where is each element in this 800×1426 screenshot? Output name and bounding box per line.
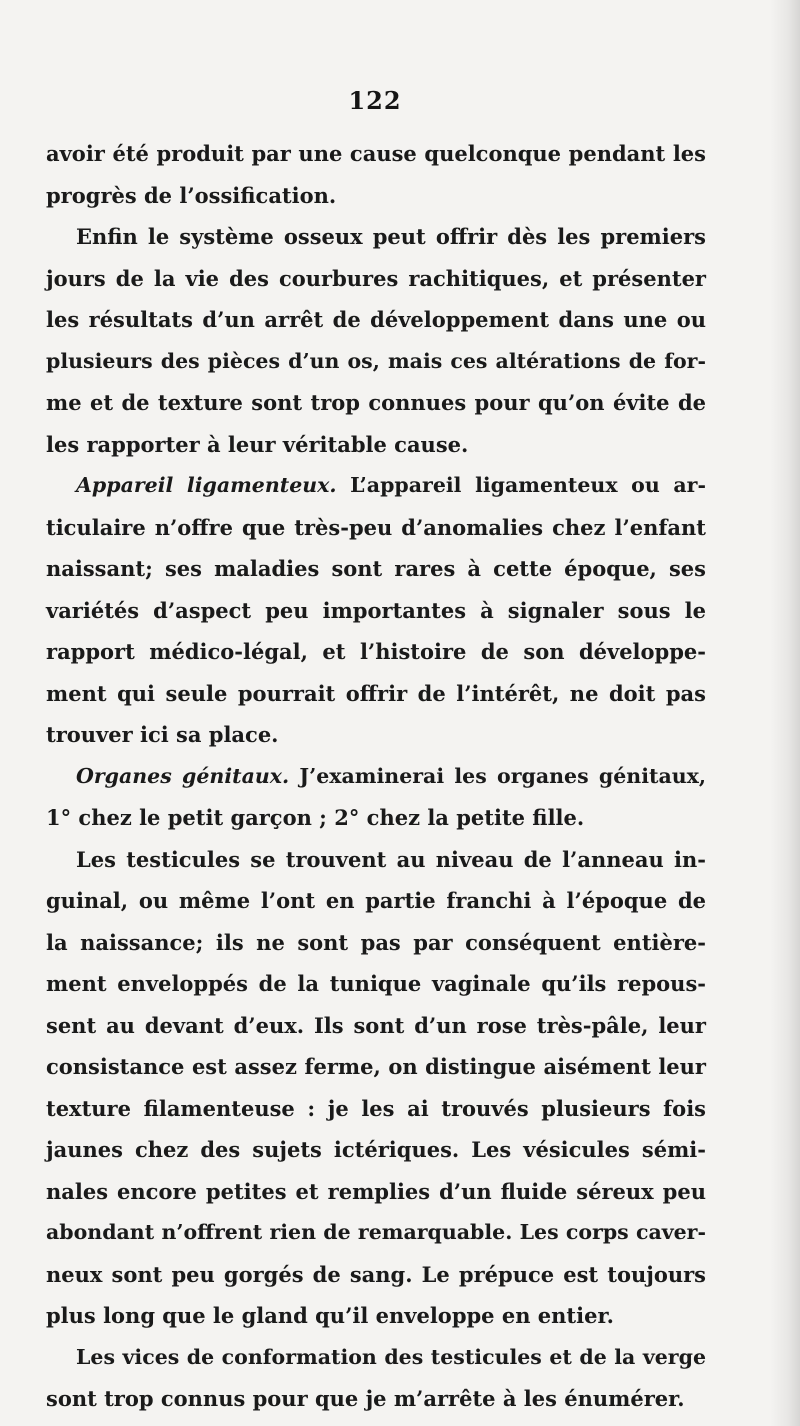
line-text: plus long que le gland qu’il enveloppe en entier.	[46, 1303, 614, 1328]
line-text: J’examinerai les organes génitaux,	[289, 763, 706, 788]
text-line	[46, 216, 706, 258]
line-text: Les testicules se trouvent au niveau de l’anneau in-	[76, 846, 706, 872]
line-text: neux sont peu gorgés de sang. Le prépuce est toujours	[46, 1261, 706, 1287]
text-line	[46, 1046, 706, 1088]
line-text: la naissance; ils ne sont pas par conséquent entière-	[46, 929, 706, 955]
line-text: texture filamenteuse : je les ai trouvés plusieurs fois	[46, 1095, 706, 1121]
line-text: abondant n’offrent rien de remarquable. Les corps caver-	[46, 1220, 706, 1244]
line-text: nales encore petites et remplies d’un fluide séreux peu	[46, 1178, 706, 1204]
text-line	[46, 175, 706, 217]
line-text: ticulaire n’offre que très-peu d’anomalies chez l’enfant	[46, 514, 706, 540]
text-line	[46, 631, 706, 673]
line-text: 1° chez le petit garçon ; 2° chez la petite fille.	[46, 805, 585, 830]
text-line	[46, 1129, 706, 1171]
line-text: rapport médico-légal, et l’histoire de son développe-	[46, 639, 706, 664]
section-heading: Organes génitaux.	[76, 763, 290, 788]
line-text: trouver ici sa place.	[46, 722, 279, 747]
text-line	[46, 1254, 706, 1296]
text-line	[46, 714, 706, 756]
line-text: variétés d’aspect peu importantes à signaler sous le	[46, 597, 706, 623]
line-text: les rapporter à leur véritable cause.	[46, 431, 469, 457]
text-line	[46, 424, 706, 466]
text-line	[46, 1295, 706, 1337]
line-text: ment enveloppés de la tunique vaginale qu’ils repous-	[46, 971, 706, 996]
text-line	[46, 507, 706, 549]
text-line	[46, 1171, 706, 1213]
line-text: ment qui seule pourrait offrir de l’intérêt, ne doit pas	[46, 680, 706, 706]
page-shadow-edge	[770, 0, 800, 1426]
page-number: 122	[348, 86, 402, 115]
line-text: Les vices de conformation des testicules et de la verge	[76, 1344, 706, 1369]
text-line	[46, 548, 706, 590]
text-line	[46, 1005, 706, 1047]
line-text: progrès de l’ossification.	[46, 182, 337, 208]
text-line	[46, 963, 706, 1005]
text-line	[46, 1337, 706, 1379]
section-heading: Appareil ligamenteux.	[76, 473, 337, 497]
text-line	[46, 341, 706, 383]
line-text: me et de texture sont trop connues pour qu’on évite de	[46, 390, 706, 415]
line-text: jours de la vie des courbures rachitiques, et présenter	[46, 265, 706, 291]
text-line	[46, 299, 706, 341]
text-line	[46, 673, 706, 715]
text-line	[46, 880, 706, 922]
body-text	[46, 133, 706, 1420]
line-text: naissant; ses maladies sont rares à cette époque, ses	[46, 556, 706, 581]
line-text: les résultats d’un arrêt de développement dans une ou	[46, 307, 706, 332]
text-line	[46, 797, 706, 839]
line-text: plusieurs des pièces d’un os, mais ces altérations de for-	[46, 348, 706, 373]
line-text: sont trop connus pour que je m’arrête à les énumérer.	[46, 1386, 685, 1411]
line-text: guinal, ou même l’ont en partie franchi à l’époque de	[46, 888, 706, 913]
text-line	[46, 756, 706, 798]
line-text: consistance est assez ferme, on distingue aisément leur	[46, 1054, 706, 1079]
line-text: L’appareil ligamenteux ou ar-	[336, 473, 706, 497]
line-text: avoir été produit par une cause quelconque pendant les	[46, 141, 706, 166]
text-line	[46, 382, 706, 424]
line-text: sent au devant d’eux. Ils sont d’un rose très-pâle, leur	[46, 1012, 706, 1038]
text-line	[46, 1088, 706, 1130]
text-line	[46, 590, 706, 632]
text-line	[46, 258, 706, 300]
line-text: jaunes chez des sujets ictériques. Les vésicules sémi-	[46, 1137, 706, 1162]
line-text: Enfin le système osseux peut offrir dès les premiers	[76, 224, 706, 249]
text-line	[46, 839, 706, 881]
text-line	[46, 133, 706, 175]
text-line	[46, 922, 706, 964]
text-line	[46, 1378, 706, 1420]
text-line	[46, 1212, 706, 1254]
text-line	[46, 465, 706, 507]
